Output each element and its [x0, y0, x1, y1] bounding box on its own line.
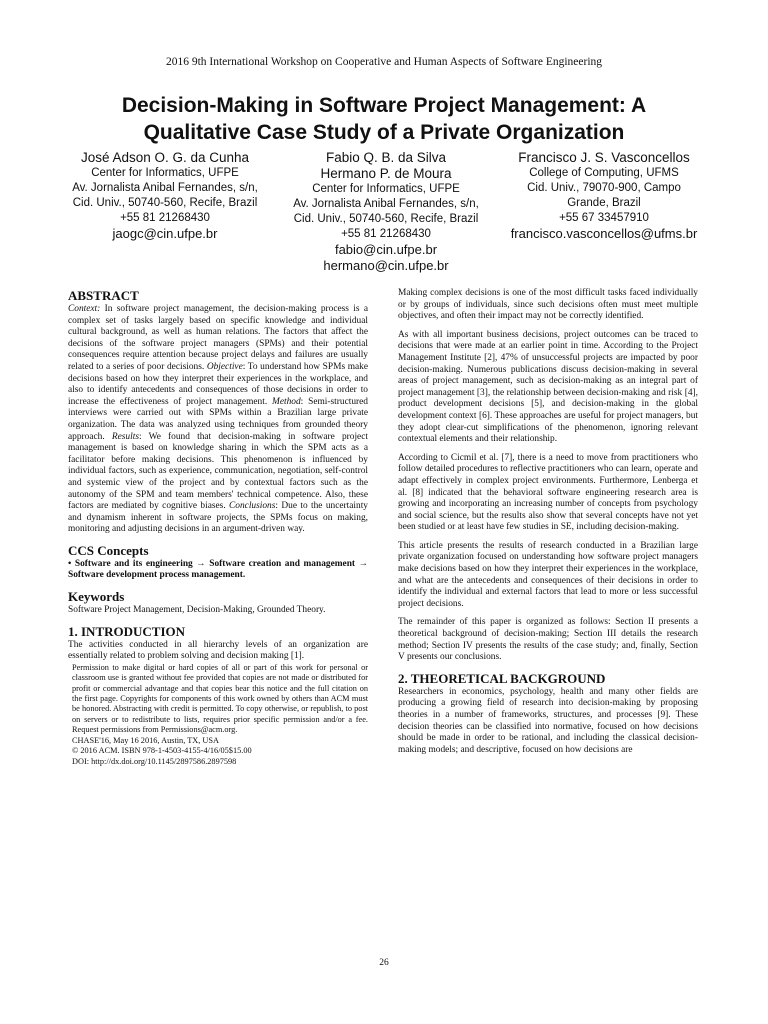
abstract-method-label: Method — [272, 396, 301, 407]
author-email: hermano@cin.ufpe.br — [323, 258, 449, 273]
introduction-paragraph: Making complex decisions is one of the most difficult tasks faced individually or by groups of individuals, since such decisions often must meet multiple objectives, and often their impact may not be correctly identified. — [398, 288, 698, 322]
author-phone: +55 81 21268430 — [341, 228, 431, 240]
author-name: Francisco J. S. Vasconcellos — [518, 150, 690, 165]
abstract-objective-label: Objective — [206, 361, 243, 372]
ccs-text: • Software and its engineering → Software creation and management → Software development process management. — [68, 558, 368, 581]
isbn-line: © 2016 ACM. ISBN 978-1-4503-4155-4/16/05$15.00 — [72, 746, 252, 756]
abstract-conclusions-label: Conclusions — [229, 501, 276, 512]
abstract-results-label: Results — [111, 431, 139, 442]
theoretical-paragraph: Researchers in economics, psychology, health and many other fields are producing a growing field of research into decision-making by proposing theories in a number of frameworks, structures, and processes [9]. These decision theories can be classified into normative, focused on how decisions should be made in order to be rational, and including the classical decision-making models; and descriptive, focused on how decisions are — [398, 686, 698, 755]
copyright-notice — [72, 663, 368, 767]
title-line-1: Decision-Making in Software Project Management: A — [121, 94, 647, 117]
author-name: Hermano P. de Moura — [320, 166, 452, 181]
abstract-text: Context: In software project management, the decision-making process is a complex set of tasks largely based on specific knowledge and individual cultural background, as well as human relations. The factors that affect the decisions of the software project managers (SPMs) and their potential consequences require attention because project delays and failures are usually related to a series of poor decisions. Objective: To understand how SPMs make decisions based on how they interpret their experiences in the workplace, and also to identify antecedents and consequences of those decisions in order to increase the effectiveness of project management. Method: Semi-structured interviews were carried out with SPMs within a Brazilian large private organization. The data was analyzed using techniques from grounded theory approach. Results: We found that decision-making in software project management is based on knowledge sharing in which the SPM acts as a facilitator before making decisions. This phenomenon is influenced by individual factors, such as experience, communication, negotiation, self-control and systemic view of the project and by contextual factors such as the autonomy of the SPM and team members' technical competence. Also, these factors are mediated by cognitive biases. Conclusions: Due to the uncertainty and dynamism inherent in software projects, the SPMs focus on making, monitoring and adjusting decisions in an argument-driven way. — [68, 304, 369, 535]
abstract-heading: ABSTRACT — [68, 288, 139, 303]
title-line-2: Qualitative Case Study of a Private Organization — [143, 121, 625, 144]
introduction-paragraph: According to Cicmil et al. [7], there is a need to move from practitioners who follow detailed procedures to reflective practitioners who can learn, operate and adapt effectively in complex project environments. Furthermore, Lenberga et al. [8] indicated that the behavioral software engineering research area is growing and incorporating an increasing number of concepts from psychology and social science, but the results also show that several concepts have not yet been studied or at least have few studies in SE, including decision-making. — [398, 452, 698, 533]
paper-title — [60, 92, 708, 146]
author-address: Av. Jornalista Anibal Fernandes, s/n, — [72, 182, 258, 194]
author-2 — [280, 150, 492, 274]
author-address: Cid. Univ., 50740-560, Recife, Brazil — [293, 213, 479, 225]
introduction-heading: 1. INTRODUCTION — [68, 623, 186, 639]
ccs-heading: CCS Concepts — [68, 542, 149, 558]
author-address: Av. Jornalista Anibal Fernandes, s/n, — [293, 198, 479, 210]
author-name: Fabio Q. B. da Silva — [325, 150, 447, 165]
author-phone: +55 81 21268430 — [120, 212, 210, 224]
running-head: 2016 9th International Workshop on Cooperative and Human Aspects of Software Engineering — [165, 56, 603, 68]
theoretical-background-heading: 2. THEORETICAL BACKGROUND — [398, 670, 606, 686]
right-column — [398, 288, 698, 756]
author-phone: +55 67 33457910 — [559, 212, 649, 224]
keywords-heading: Keywords — [68, 589, 125, 605]
author-affiliation: College of Computing, UFMS — [529, 167, 679, 179]
introduction-paragraph: This article presents the results of research conducted in a Brazilian large private organization focused on understanding how software project managers make decisions based on how they interpret their experiences in the workplace, and what are the antecedents and consequences of their decisions in order to identify the individual and external factors that lead to more or less successful project decisions. — [398, 540, 698, 609]
introduction-paragraph: The remainder of this paper is organized as follows: Section II presents a theoretical background of decision-making; Section III details the research method; Section IV presents the results of the case study; and, finally, Section V presents our conclusions. — [398, 617, 698, 663]
author-email: jaogc@cin.ufpe.br — [112, 226, 218, 241]
author-affiliation: Center for Informatics, UFPE — [312, 183, 460, 195]
author-address: Cid. Univ., 79070-900, Campo — [527, 182, 681, 194]
doi-line: DOI: http://dx.doi.org/10.1145/2897586.2897598 — [72, 756, 237, 766]
author-affiliation: Center for Informatics, UFPE — [91, 167, 239, 179]
page-number: 26 — [379, 958, 389, 968]
abstract-context-label: Context: — [68, 304, 101, 314]
author-3 — [498, 150, 710, 242]
keywords-text: Software Project Management, Decision-Making, Grounded Theory. — [68, 605, 326, 616]
author-1 — [58, 150, 272, 242]
left-column — [68, 288, 368, 767]
author-address: Grande, Brazil — [567, 197, 641, 209]
introduction-paragraph: As with all important business decisions, project outcomes can be traced to decisions that were made at an earlier point in time. According to the Project Management Institute [2], 47% of unsuccessful projects are impacted by poor decision-making. Numerous publications discuss decision-making in several areas of project management, such as decision-making as an integral part of project management [3], the relationship between decision-making and risk [4], product development decisions [5], and decision-making in the global development context [6]. These approaches are useful for project managers, but they adopt clear-cut simplifications of the phenomenon, ignoring relevant contextual elements and their relationship. — [398, 329, 698, 445]
author-email: francisco.vasconcellos@ufms.br — [510, 226, 698, 241]
copyright-text: Permission to make digital or hard copies of all or part of this work for personal or classroom use is granted without fee provided that copies are not made or distributed for profit or commercial advantage and that copies bear this notice and the full citation on the first page. Copyrights for components of this work owned by others than ACM must be honored. Abstracting with credit is permitted. To copy otherwise, or republish, to post on servers or to redistribute to lists, requires prior specific permission and/or a fee. Request permissions from Permissions@acm.org. — [72, 662, 368, 735]
introduction-paragraph: The activities conducted in all hierarchy levels of an organization are essentially related to problem solving and decision making [1]. — [68, 639, 368, 662]
conference-line: CHASE'16, May 16 2016, Austin, TX, USA — [72, 735, 220, 745]
author-address: Cid. Univ., 50740-560, Recife, Brazil — [72, 197, 258, 209]
author-email: fabio@cin.ufpe.br — [334, 242, 438, 257]
author-name: José Adson O. G. da Cunha — [80, 150, 250, 165]
